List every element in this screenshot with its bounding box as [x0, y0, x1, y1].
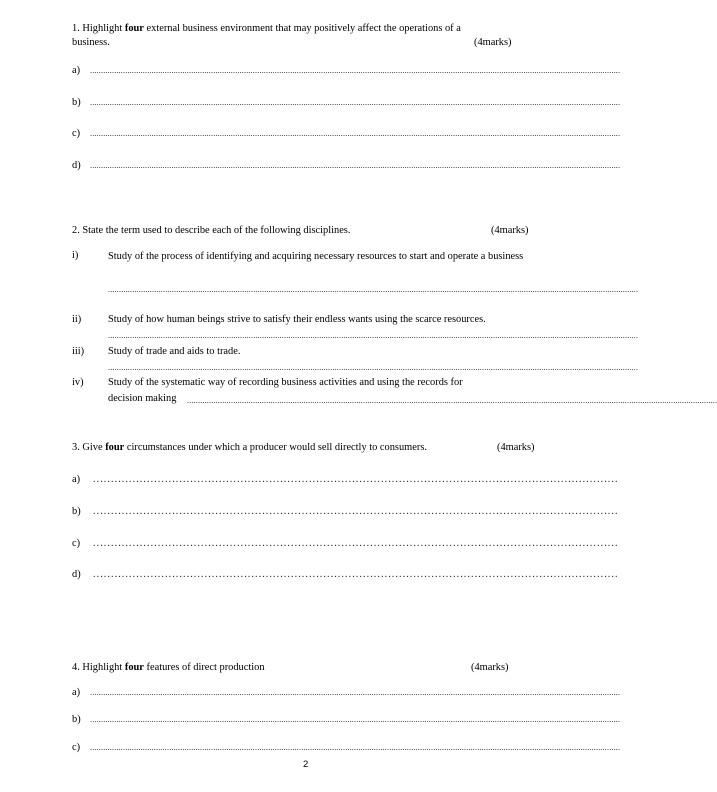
q1-number: 1.: [72, 23, 80, 34]
q1-answer-line-d[interactable]: .................................................................................................................................................................................................................................................: [90, 161, 621, 170]
q4-marks: (4marks): [471, 662, 509, 673]
q2-item-text-cont: decision making: [108, 393, 177, 404]
q4-answer-label: a): [72, 687, 81, 698]
q2-answer-line-iii[interactable]: .................................................................................................................................................................................................................................................: [108, 363, 639, 372]
q1-answer-label: c): [72, 128, 81, 139]
q2-stem: 2. State the term used to describe each of the following disciplines.: [72, 225, 351, 236]
q3-answer-label: b): [72, 506, 81, 517]
q3-marks: (4marks): [497, 442, 535, 453]
q4-bold-word: four: [124, 662, 144, 673]
q2-item-number: iv): [72, 377, 84, 388]
q2-answer-line-ii[interactable]: .................................................................................................................................................................................................................................................: [108, 331, 639, 340]
q1-answer-line-c[interactable]: .................................................................................................................................................................................................................................................: [90, 129, 621, 138]
q1-marks: (4marks): [474, 37, 512, 48]
q2-marks: (4marks): [491, 225, 529, 236]
q3-answer-label: a): [72, 474, 81, 485]
q1-bold-word: four: [124, 23, 144, 34]
q3-answer-line-b[interactable]: ..................................................................................................................................................: [93, 506, 619, 517]
q4-answer-label: c): [72, 742, 81, 753]
q1-answer-label: d): [72, 160, 81, 171]
q4-answer-line-b[interactable]: .................................................................................................................................................................................................................................................: [90, 715, 621, 724]
q2-answer-line-iv[interactable]: .................................................................................................................................................................................................................................................: [187, 396, 717, 405]
q1-answer-line-a[interactable]: .................................................................................................................................................................................................................................................: [90, 66, 621, 75]
q2-item-text: Study of trade and aids to trade.: [108, 346, 241, 357]
q4-answer-line-a[interactable]: .................................................................................................................................................................................................................................................: [90, 688, 621, 697]
q1-answer-label: b): [72, 97, 81, 108]
q3-stem: [72, 442, 427, 453]
q1-answer-line-b[interactable]: .................................................................................................................................................................................................................................................: [90, 98, 621, 107]
q3-answer-label: d): [72, 569, 81, 580]
q4-text-post: features of direct production: [146, 662, 265, 673]
q3-answer-line-a[interactable]: ..................................................................................................................................................: [93, 474, 619, 485]
q3-answer-label: c): [72, 538, 81, 549]
q2-item-text: Study of the process of identifying and acquiring necessary resources to start and operate a business: [108, 251, 524, 262]
q3-text-pre: Give: [82, 442, 103, 453]
page-number: 2: [303, 759, 309, 770]
q2-item-number: i): [72, 250, 79, 261]
q3-number: 3.: [72, 442, 80, 453]
q1-answer-label: a): [72, 65, 81, 76]
q3-text-post: circumstances under which a producer would sell directly to consumers.: [126, 442, 427, 453]
q1-text-post: external business environment that may positively affect the operations of a: [146, 23, 461, 34]
q2-item-number: iii): [72, 346, 85, 357]
q3-answer-line-c[interactable]: ..................................................................................................................................................: [93, 538, 619, 549]
q2-item-text: Study of how human beings strive to satisfy their endless wants using the scarce resources.: [108, 314, 486, 325]
q4-text-pre: Highlight: [82, 662, 123, 673]
q1-stem: [72, 23, 461, 34]
q4-stem: [72, 662, 265, 673]
q1-text-pre: Highlight: [82, 23, 123, 34]
q3-bold-word: four: [105, 442, 125, 453]
q2-item-text: Study of the systematic way of recording business activities and using the records for: [108, 377, 463, 388]
q4-answer-line-c[interactable]: .................................................................................................................................................................................................................................................: [90, 743, 621, 752]
q3-answer-line-d[interactable]: ..................................................................................................................................................: [93, 569, 619, 580]
q1-stem-cont: business.: [72, 37, 110, 48]
q4-number: 4.: [72, 662, 80, 673]
q4-answer-label: b): [72, 714, 81, 725]
q2-answer-line-i[interactable]: .................................................................................................................................................................................................................................................: [108, 285, 639, 294]
q2-item-number: ii): [72, 314, 82, 325]
